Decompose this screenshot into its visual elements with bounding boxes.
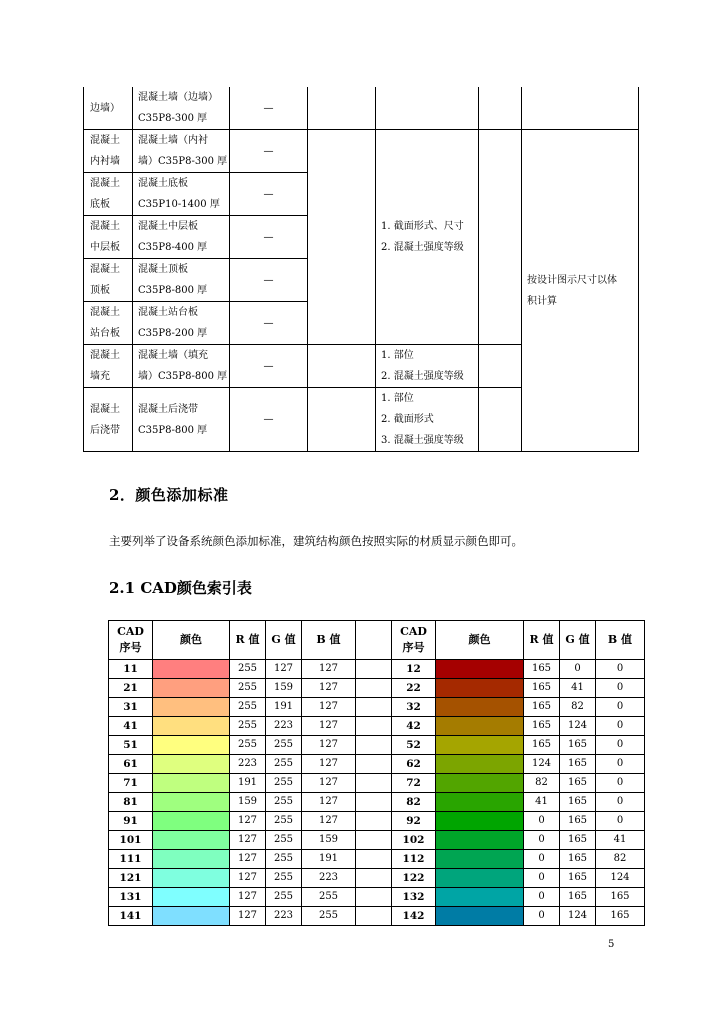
- color-swatch-left: [153, 869, 230, 888]
- cad-index-right: 32: [392, 698, 436, 717]
- r-value-left: 191: [230, 774, 266, 793]
- r-value-right: 165: [524, 698, 560, 717]
- b-value-right: 0: [596, 755, 645, 774]
- cad-index-left: 111: [109, 850, 153, 869]
- color-swatch-left: [153, 888, 230, 907]
- r-value-left: 255: [230, 660, 266, 679]
- color-swatch-right: [436, 717, 524, 736]
- color-row: [109, 717, 645, 736]
- g-value-left: 255: [266, 812, 302, 831]
- color-swatch-left: [153, 812, 230, 831]
- b-value-left: 127: [302, 755, 356, 774]
- gap-cell: [356, 850, 392, 869]
- b-value-left: 159: [302, 831, 356, 850]
- r-value-right: 82: [524, 774, 560, 793]
- header-color: 颜色: [153, 621, 230, 660]
- color-row: [109, 888, 645, 907]
- b-value-right: 0: [596, 793, 645, 812]
- cell-line: 边墙）: [90, 102, 120, 114]
- color-row: [109, 736, 645, 755]
- gap-cell: [356, 736, 392, 755]
- color-swatch-right: [436, 812, 524, 831]
- item-description-cell: [133, 302, 230, 345]
- g-value-right: 165: [560, 736, 596, 755]
- item-name-cell: [84, 259, 133, 302]
- g-value-left: 255: [266, 793, 302, 812]
- b-value-right: 124: [596, 869, 645, 888]
- blank-cell: [308, 130, 376, 345]
- r-value-left: 127: [230, 850, 266, 869]
- item-name-cell: [84, 345, 133, 388]
- cad-index-right: 42: [392, 717, 436, 736]
- cell-line: C35P8-400 厚: [138, 242, 208, 253]
- cad-index-left: 51: [109, 736, 153, 755]
- cell-line: 墙）C35P8-300 厚: [138, 156, 228, 167]
- color-swatch-right: [436, 869, 524, 888]
- gap-cell: [356, 774, 392, 793]
- cell-line: 混凝土: [90, 403, 120, 415]
- r-value-right: 165: [524, 660, 560, 679]
- cell-line: 混凝土墙（边墙）: [138, 92, 218, 103]
- b-value-right: 0: [596, 660, 645, 679]
- cell-line: 站台板: [90, 328, 120, 339]
- r-value-right: 165: [524, 679, 560, 698]
- g-value-right: 124: [560, 717, 596, 736]
- b-value-left: 127: [302, 736, 356, 755]
- header-b: B 值: [302, 621, 356, 660]
- b-value-right: 0: [596, 774, 645, 793]
- b-value-left: 223: [302, 869, 356, 888]
- cell-line: 混凝土中层板: [138, 221, 198, 232]
- b-value-left: 127: [302, 660, 356, 679]
- cell-line: C35P8-300 厚: [138, 113, 208, 124]
- color-row: [109, 660, 645, 679]
- cell-line: 混凝土墙（填充: [138, 350, 208, 361]
- g-value-left: 191: [266, 698, 302, 717]
- b-value-right: 0: [596, 679, 645, 698]
- color-row: [109, 774, 645, 793]
- color-swatch-right: [436, 831, 524, 850]
- g-value-right: 165: [560, 755, 596, 774]
- item-description-cell: [133, 216, 230, 259]
- color-row: [109, 698, 645, 717]
- g-value-left: 255: [266, 831, 302, 850]
- b-value-left: 127: [302, 717, 356, 736]
- cad-index-left: 101: [109, 831, 153, 850]
- color-swatch-left: [153, 793, 230, 812]
- gap-cell: [356, 812, 392, 831]
- section-paragraph: 主要列举了设备系统颜色添加标准，建筑结构颜色按照实际的材质显示颜色即可。: [109, 534, 523, 548]
- gap-cell: [356, 755, 392, 774]
- cell-line: C35P10-1400 厚: [138, 199, 220, 210]
- cell-line: 1. 截面形式、尺寸: [381, 221, 464, 232]
- r-value-right: 165: [524, 736, 560, 755]
- b-value-left: 127: [302, 774, 356, 793]
- calc-rule-cell: [522, 130, 639, 452]
- unit-cell: —: [230, 87, 308, 130]
- color-row: [109, 831, 645, 850]
- color-swatch-right: [436, 774, 524, 793]
- cell-line: 混凝土底板: [138, 178, 188, 189]
- r-value-left: 127: [230, 812, 266, 831]
- cell-line: C35P8-800 厚: [138, 424, 208, 436]
- r-value-left: 127: [230, 869, 266, 888]
- unit-cell: —: [230, 173, 308, 216]
- cell-line: C35P8-200 厚: [138, 328, 208, 339]
- r-value-right: 0: [524, 831, 560, 850]
- gap-cell: [356, 831, 392, 850]
- header-g: G 值: [560, 621, 596, 660]
- item-description-cell: [133, 173, 230, 216]
- cell-line: 2. 混凝土强度等级: [381, 371, 464, 382]
- header-r: R 值: [524, 621, 560, 660]
- g-value-left: 255: [266, 888, 302, 907]
- cad-index-left: 11: [109, 660, 153, 679]
- cell-line: 积计算: [527, 295, 557, 307]
- item-description-cell: [133, 87, 230, 130]
- cell-line: 1. 部位: [381, 350, 414, 361]
- color-swatch-right: [436, 755, 524, 774]
- r-value-left: 223: [230, 755, 266, 774]
- cad-index-left: 141: [109, 907, 153, 926]
- blank-cell: [479, 87, 522, 130]
- b-value-right: 0: [596, 736, 645, 755]
- r-value-left: 159: [230, 793, 266, 812]
- gap-cell: [356, 869, 392, 888]
- cell-line: 1. 部位: [381, 393, 414, 404]
- item-description-cell: [133, 130, 230, 173]
- b-value-right: 41: [596, 831, 645, 850]
- b-value-left: 127: [302, 698, 356, 717]
- cell-line: 混凝土: [90, 135, 120, 146]
- header-cad-index: CAD 序号: [392, 621, 436, 660]
- header-cad-index: CAD 序号: [109, 621, 153, 660]
- color-swatch-left: [153, 679, 230, 698]
- r-value-right: 0: [524, 850, 560, 869]
- cad-index-left: 121: [109, 869, 153, 888]
- r-value-left: 255: [230, 698, 266, 717]
- gap-cell: [356, 698, 392, 717]
- g-value-right: 165: [560, 850, 596, 869]
- unit-cell: —: [230, 302, 308, 345]
- item-description-cell: [133, 388, 230, 452]
- blank-cell: [479, 388, 522, 452]
- g-value-left: 255: [266, 774, 302, 793]
- cell-line: 顶板: [90, 285, 110, 296]
- cad-index-right: 12: [392, 660, 436, 679]
- gap-cell: [356, 717, 392, 736]
- b-value-right: 0: [596, 812, 645, 831]
- calc-rule-cell: [522, 87, 639, 130]
- item-name-cell: [84, 302, 133, 345]
- item-name-cell: [84, 173, 133, 216]
- r-value-left: 255: [230, 736, 266, 755]
- cad-index-right: 82: [392, 793, 436, 812]
- cad-index-left: 61: [109, 755, 153, 774]
- b-value-right: 82: [596, 850, 645, 869]
- color-swatch-left: [153, 717, 230, 736]
- cell-line: 混凝土: [90, 264, 120, 275]
- cell-line: 墙充: [90, 371, 110, 382]
- color-swatch-right: [436, 907, 524, 926]
- header-color: 颜色: [436, 621, 524, 660]
- cell-line: 混凝土后浇带: [138, 403, 198, 415]
- r-value-right: 165: [524, 717, 560, 736]
- r-value-left: 127: [230, 907, 266, 926]
- cad-index-right: 22: [392, 679, 436, 698]
- g-value-right: 165: [560, 793, 596, 812]
- cad-index-left: 21: [109, 679, 153, 698]
- r-value-right: 0: [524, 869, 560, 888]
- b-value-left: 255: [302, 907, 356, 926]
- color-swatch-left: [153, 850, 230, 869]
- header-r: R 值: [230, 621, 266, 660]
- feature-cell: [376, 388, 479, 452]
- unit-cell: —: [230, 130, 308, 173]
- color-swatch-right: [436, 888, 524, 907]
- cad-index-left: 131: [109, 888, 153, 907]
- r-value-left: 255: [230, 679, 266, 698]
- g-value-right: 165: [560, 812, 596, 831]
- item-name-cell: [84, 87, 133, 130]
- feature-cell: [376, 130, 479, 345]
- table-row: [84, 87, 639, 130]
- b-value-right: 165: [596, 907, 645, 926]
- color-swatch-left: [153, 660, 230, 679]
- cell-line: 按设计图示尺寸以体: [527, 274, 617, 286]
- color-row: [109, 907, 645, 926]
- color-swatch-right: [436, 736, 524, 755]
- b-value-left: 127: [302, 679, 356, 698]
- g-value-right: 165: [560, 869, 596, 888]
- cad-index-right: 92: [392, 812, 436, 831]
- r-value-right: 41: [524, 793, 560, 812]
- gap-cell: [356, 888, 392, 907]
- gap-cell: [356, 793, 392, 812]
- page-number: 5: [608, 939, 615, 950]
- color-row: [109, 812, 645, 831]
- cad-index-right: 132: [392, 888, 436, 907]
- r-value-left: 127: [230, 888, 266, 907]
- unit-cell: —: [230, 388, 308, 452]
- cell-line: 混凝土: [90, 350, 120, 361]
- cell-line: 2. 混凝土强度等级: [381, 242, 464, 253]
- r-value-right: 124: [524, 755, 560, 774]
- cad-index-left: 41: [109, 717, 153, 736]
- color-swatch-left: [153, 907, 230, 926]
- cad-index-left: 81: [109, 793, 153, 812]
- blank-cell: [479, 345, 522, 388]
- g-value-left: 255: [266, 850, 302, 869]
- r-value-right: 0: [524, 888, 560, 907]
- g-value-left: 159: [266, 679, 302, 698]
- cell-line: 混凝土: [90, 178, 120, 189]
- color-row: [109, 755, 645, 774]
- g-value-left: 223: [266, 907, 302, 926]
- cell-line: 底板: [90, 199, 110, 210]
- feature-cell: [376, 345, 479, 388]
- blank-cell: [479, 130, 522, 345]
- color-swatch-left: [153, 774, 230, 793]
- color-swatch-left: [153, 831, 230, 850]
- color-swatch-right: [436, 698, 524, 717]
- g-value-right: 124: [560, 907, 596, 926]
- gap-cell: [356, 907, 392, 926]
- cell-line: 2. 截面形式: [381, 414, 434, 425]
- cad-index-left: 31: [109, 698, 153, 717]
- g-value-left: 255: [266, 736, 302, 755]
- color-swatch-right: [436, 679, 524, 698]
- cad-index-right: 62: [392, 755, 436, 774]
- b-value-right: 0: [596, 698, 645, 717]
- g-value-right: 165: [560, 774, 596, 793]
- r-value-left: 127: [230, 831, 266, 850]
- r-value-right: 0: [524, 907, 560, 926]
- r-value-right: 0: [524, 812, 560, 831]
- unit-cell: —: [230, 259, 308, 302]
- unit-cell: —: [230, 216, 308, 259]
- color-swatch-right: [436, 660, 524, 679]
- item-name-cell: [84, 216, 133, 259]
- color-swatch-right: [436, 793, 524, 812]
- g-value-right: 41: [560, 679, 596, 698]
- b-value-left: 127: [302, 793, 356, 812]
- b-value-left: 191: [302, 850, 356, 869]
- cad-index-right: 112: [392, 850, 436, 869]
- item-description-cell: [133, 345, 230, 388]
- g-value-left: 255: [266, 755, 302, 774]
- cad-index-right: 72: [392, 774, 436, 793]
- cad-index-right: 122: [392, 869, 436, 888]
- cell-line: 混凝土: [90, 307, 120, 318]
- cad-color-index-table: [108, 620, 645, 926]
- color-swatch-left: [153, 755, 230, 774]
- blank-cell: [308, 388, 376, 452]
- blank-cell: [308, 87, 376, 130]
- cell-line: 内衬墙: [90, 156, 120, 167]
- g-value-right: 0: [560, 660, 596, 679]
- b-value-left: 255: [302, 888, 356, 907]
- table-row: [84, 130, 639, 173]
- cad-index-right: 102: [392, 831, 436, 850]
- g-value-left: 223: [266, 717, 302, 736]
- color-row: [109, 793, 645, 812]
- gap-cell: [356, 660, 392, 679]
- feature-cell: [376, 87, 479, 130]
- blank-cell: [308, 345, 376, 388]
- g-value-right: 82: [560, 698, 596, 717]
- header-gap: [356, 621, 392, 660]
- item-name-cell: [84, 130, 133, 173]
- g-value-right: 165: [560, 831, 596, 850]
- cad-index-right: 142: [392, 907, 436, 926]
- color-swatch-left: [153, 698, 230, 717]
- cell-line: 中层板: [90, 242, 120, 253]
- cad-index-right: 52: [392, 736, 436, 755]
- r-value-left: 255: [230, 717, 266, 736]
- cell-line: 3. 混凝土强度等级: [381, 435, 464, 446]
- item-description-cell: [133, 259, 230, 302]
- g-value-left: 255: [266, 869, 302, 888]
- cell-line: 后浇带: [90, 424, 120, 436]
- cell-line: 混凝土: [90, 221, 120, 232]
- cell-line: 混凝土墙（内衬: [138, 135, 208, 146]
- section-heading: 2．颜色添加标准: [109, 486, 229, 504]
- cad-index-left: 71: [109, 774, 153, 793]
- color-row: [109, 679, 645, 698]
- b-value-right: 165: [596, 888, 645, 907]
- cad-index-left: 91: [109, 812, 153, 831]
- g-value-left: 127: [266, 660, 302, 679]
- unit-cell: —: [230, 345, 308, 388]
- color-row: [109, 850, 645, 869]
- color-swatch-left: [153, 736, 230, 755]
- b-value-right: 0: [596, 717, 645, 736]
- color-row: [109, 869, 645, 888]
- g-value-right: 165: [560, 888, 596, 907]
- gap-cell: [356, 679, 392, 698]
- color-swatch-right: [436, 850, 524, 869]
- subsection-heading: 2.1 CAD颜色索引表: [109, 579, 252, 597]
- cell-line: 混凝土顶板: [138, 264, 188, 275]
- b-value-left: 127: [302, 812, 356, 831]
- cell-line: C35P8-800 厚: [138, 285, 208, 296]
- cell-line: 混凝土站台板: [138, 307, 198, 318]
- cell-line: 墙）C35P8-800 厚: [138, 371, 228, 382]
- header-b: B 值: [596, 621, 645, 660]
- item-name-cell: [84, 388, 133, 452]
- header-g: G 值: [266, 621, 302, 660]
- color-table-header: [109, 621, 645, 660]
- quantity-spec-table: [83, 87, 639, 452]
